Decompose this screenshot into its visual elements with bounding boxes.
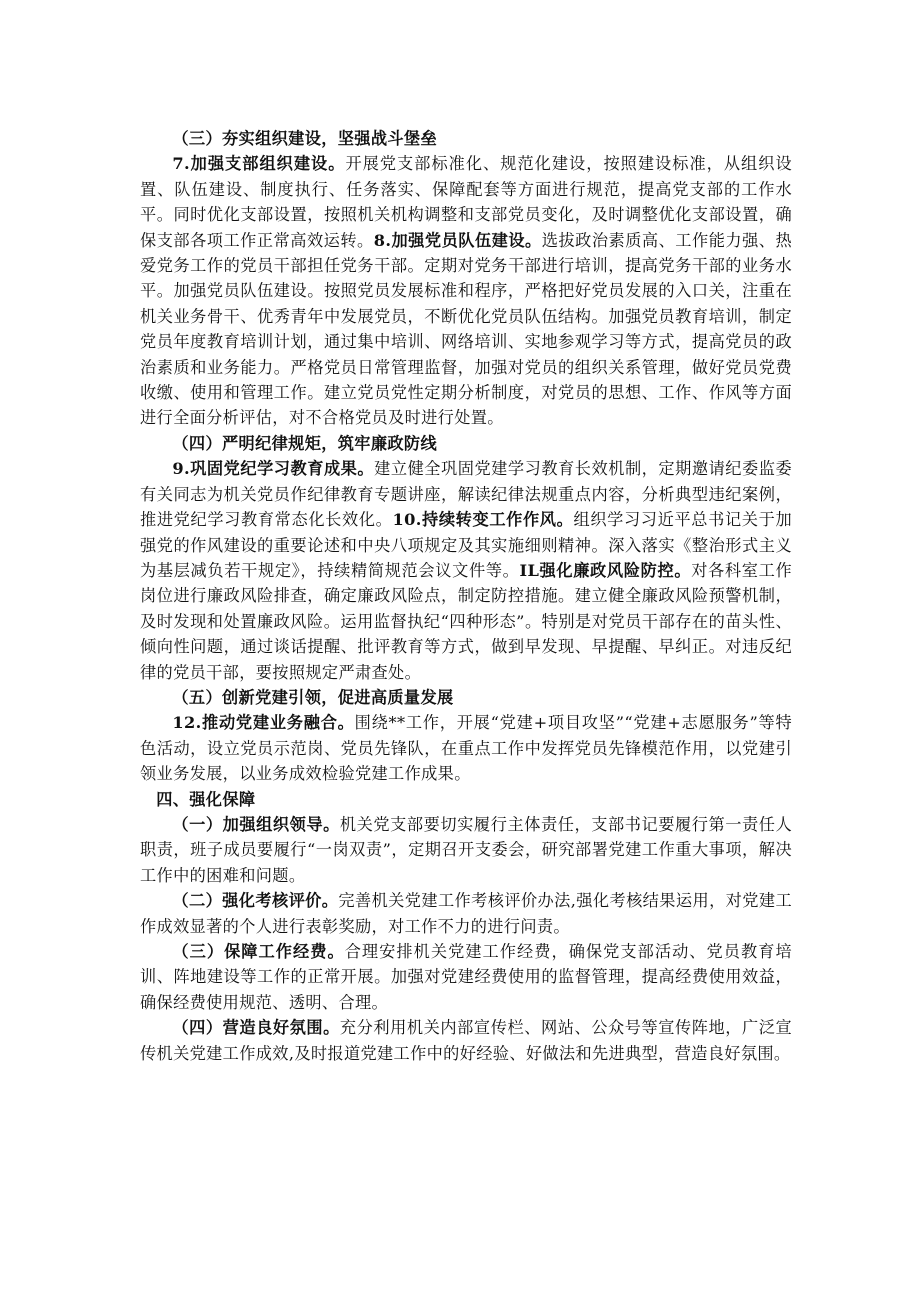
body-text: 机关党支部要切实履行主体责任，支部书记要履行第一责任人职责，班子成员要履行“一岗双责”，定期召开支委会，研究部署党建工作重大事项，解决工作中的困难和问题。	[140, 814, 793, 885]
document-page	[140, 126, 792, 1066]
body-text: 选拔政治素质高、工作能力强、热爱党务工作的党员干部担任党务干部。定期对党务干部进行培训，提高党务干部的业务水平。加强党员队伍建设。按照党员发展标准和程序，严格把好党员发展的入口关，注重在机关业务骨干、优秀青年中发展党员，不断优化党员队伍结构。加强党员教育培训，制定党员年度教育培训计划，通过集中培训、网络培训、实地参观学习等方式，提高党员的政治素质和业务能力。严格党员日常管理监督，加强对党员的组织关系管理，做好党员党费收缴、使用和管理工作。建立党员党性定期分析制度，对党员的思想、工作、作风等方面进行全面分析评估，对不合格党员及时进行处置。	[140, 230, 793, 428]
paragraph	[140, 456, 792, 685]
body-text: 开展党支部标准化、规范化建设，按照建设标准，从组织设置、队伍建设、制度执行、任务落实、保障配套等方面进行规范，提高党支部的工作水平。同时优化支部设置，按照机关机构调整和支部党员变化，及时调整优化支部设置，确保支部各项工作正常高效运转。	[140, 154, 792, 250]
body-text: 对各科室工作岗位进行廉政风险排查，确定廉政风险点，制定防控措施。建立健全廉政风险预警机制，及时发现和处置廉政风险。运用监督执纪“四种形态”。特别是对党员干部存在的苗头性、倾向性问题，通过谈话提醒、批评教育等方式，做到早发现、早提醒、早纠正。对违反纪律的党员干部，要按照规定严肃查处。	[140, 560, 792, 682]
body-text: 组织学习习近平总书记关于加强党的作风建设的重要论述和中央八项规定及其实施细则精神。深入落实《整治形式主义为基层减负若干规定》，持续精简规范会议文件等。	[140, 510, 792, 580]
bold-lead: 8.加强党员队伍建设。	[373, 230, 542, 250]
bold-lead: （四）营造良好氛围。	[172, 1018, 340, 1038]
bold-lead: （一）加强组织领导。	[172, 814, 340, 834]
section-heading: （四）严明纪律规矩，筑牢廉政防线	[172, 433, 437, 453]
paragraph	[140, 812, 792, 888]
body-text: 合理安排机关党建工作经费，确保党支部活动、党员教育培训、阵地建设等工作的正常开展。加强对党建经费使用的监督管理，提高经费使用效益，确保经费使用规范、透明、合理。	[140, 942, 792, 1012]
body-text: 充分利用机关内部宣传栏、网站、公众号等宣传阵地，广泛宣传机关党建工作成效,及时报道党建工作中的好经验、好做法和先进典型，营造良好氛围。	[140, 1018, 793, 1063]
paragraph	[140, 1015, 792, 1066]
paragraph	[140, 710, 792, 786]
bold-lead: （二）强化考核评价。	[172, 891, 339, 911]
paragraph	[140, 888, 792, 939]
body-text: 完善机关党建工作考核评价办法,强化考核结果运用，对党建工作成效显著的个人进行表彰奖励，对工作不力的进行问责。	[140, 891, 792, 936]
paragraph	[140, 939, 792, 1015]
bold-lead: 10.持续转变工作作风。	[392, 510, 574, 530]
bold-lead: 9.巩固党纪学习教育成果。	[172, 459, 375, 479]
part-heading: 四、强化保障	[156, 789, 256, 809]
bold-lead: （三）保障工作经费。	[172, 942, 345, 961]
paragraph	[140, 151, 792, 430]
body-text: 建立健全巩固党建学习教育长效机制，定期邀请纪委监委有关同志为机关党员作纪律教育专题讲座，解读纪律法规重点内容，分析典型违纪案例，推进党纪学习教育常态化长效化。	[140, 459, 792, 530]
section-heading: （五）创新党建引领，促进高质量发展	[172, 687, 454, 707]
bold-lead: 12.推动党建业务融合。	[172, 713, 355, 733]
bold-lead: 7.加强支部组织建设。	[172, 154, 346, 174]
bold-lead: IL强化廉政风险防控。	[519, 560, 692, 580]
body-text: 围绕**工作，开展“党建+项目攻坚”“党建+志愿服务”等特色活动，设立党员示范岗、党员先锋队，在重点工作中发挥党员先锋模范作用，以党建引领业务发展，以业务成效检验党建工作成果。	[140, 713, 792, 784]
section-heading: （三）夯实组织建设，坚强战斗堡垒	[172, 129, 437, 148]
